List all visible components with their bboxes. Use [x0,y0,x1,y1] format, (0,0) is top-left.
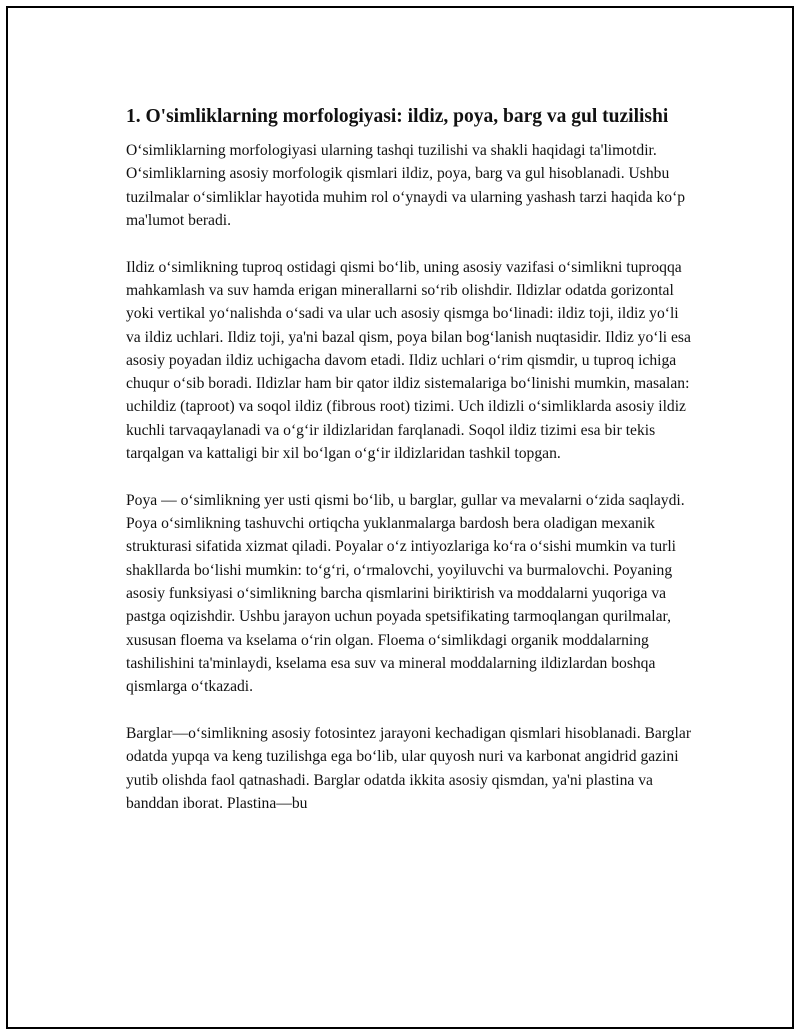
section-heading: 1. O'simliklarning morfologiyasi: ildiz, poya, barg va gul tuzilishi [126,106,669,127]
paragraph-root: Ildiz o‘simlikning tuproq ostidagi qismi bo‘lib, uning asosiy vazifasi o‘simlikni tuproqqa mahkamlash va suv hamda erigan minerallarni so‘rib olishdir. Ildizlar odatda gorizontal yoki vertikal yo‘nalishda o‘sadi va ular uch asosiy qismga bo‘linadi: ildiz toji, ildiz yo‘li va ildiz uchlari. Ildiz toji, ya'ni bazal qism, poya bilan bog‘lanish nuqtasidir. Ildiz yo‘li esa asosiy poyadan ildiz uchigacha davom etadi. Ildiz uchlari o‘rim qismdir, u tuproq ichiga chuqur o‘sib boradi. Ildizlar ham bir qator ildiz sistemalariga bo‘linishi mumkin, masalan: uchildiz (taproot) va soqol ildiz (fibrous root) tizimi. Uch ildizli o‘simliklarda asosiy ildiz kuchli tarvaqaylanadi va o‘g‘ir ildizlaridan farqlanadi. Soqol ildiz tizimi esa bir tekis tarqalgan va kattaligi bir xil bo‘lgan o‘g‘ir ildizlaridan tashkil topgan. [126,258,691,463]
paragraph-leaves: Barglar—o‘simlikning asosiy fotosintez jarayoni kechadigan qismlari hisoblanadi. Barglar odatda yupqa va keng tuzilishga ega bo‘lib, ular quyosh nuri va karbonat angidrid gazini yutib olishda faol qatnashadi. Barglar odatda ikkita asosiy qismdan, ya'ni plastina va banddan iborat. Plastina—bu [126,725,692,812]
document-body [126,104,692,839]
page-frame [6,6,794,1029]
paragraph-intro: O‘simliklarning morfologiyasi ularning tashqi tuzilishi va shakli haqidagi ta'limotdir. O‘simliklarning asosiy morfologik qismlari ildiz, poya, barg va gul hisoblanadi. Ushbu tuzilmalar o‘simliklar hayotida muhim rol o‘ynaydi va ularning yashash tarzi haqida ko‘p ma'lumot beradi. [126,142,686,229]
paragraph-stem: Poya — o‘simlikning yer usti qismi bo‘lib, u barglar, gullar va mevalarni o‘zida saqlaydi. Poya o‘simlikning tashuvchi ortiqcha yuklanmalarga bardosh bera oladigan mexanik strukturasi sifatida xizmat qiladi. Poyalar o‘z intiyozlariga ko‘ra o‘sishi mumkin va turli shakllarda bo‘lishi mumkin: to‘g‘ri, o‘rmalovchi, yoyiluvchi va burmalovchi. Poyaning asosiy funksiyasi o‘simlikning barcha qismlarini biriktirish va moddalarni yuqoriga va pastga oqizishdir. Ushbu jarayon uchun poyada spetsifikating tarmoqlangan qurilmalar, xususan floema va kselama o‘rin olgan. Floema o‘simlikdagi organik moddalarning tashilishini ta'minlaydi, kselama esa suv va mineral moddalarning ildizlardan boshqa qismlarga o‘tkazadi. [126,491,685,696]
